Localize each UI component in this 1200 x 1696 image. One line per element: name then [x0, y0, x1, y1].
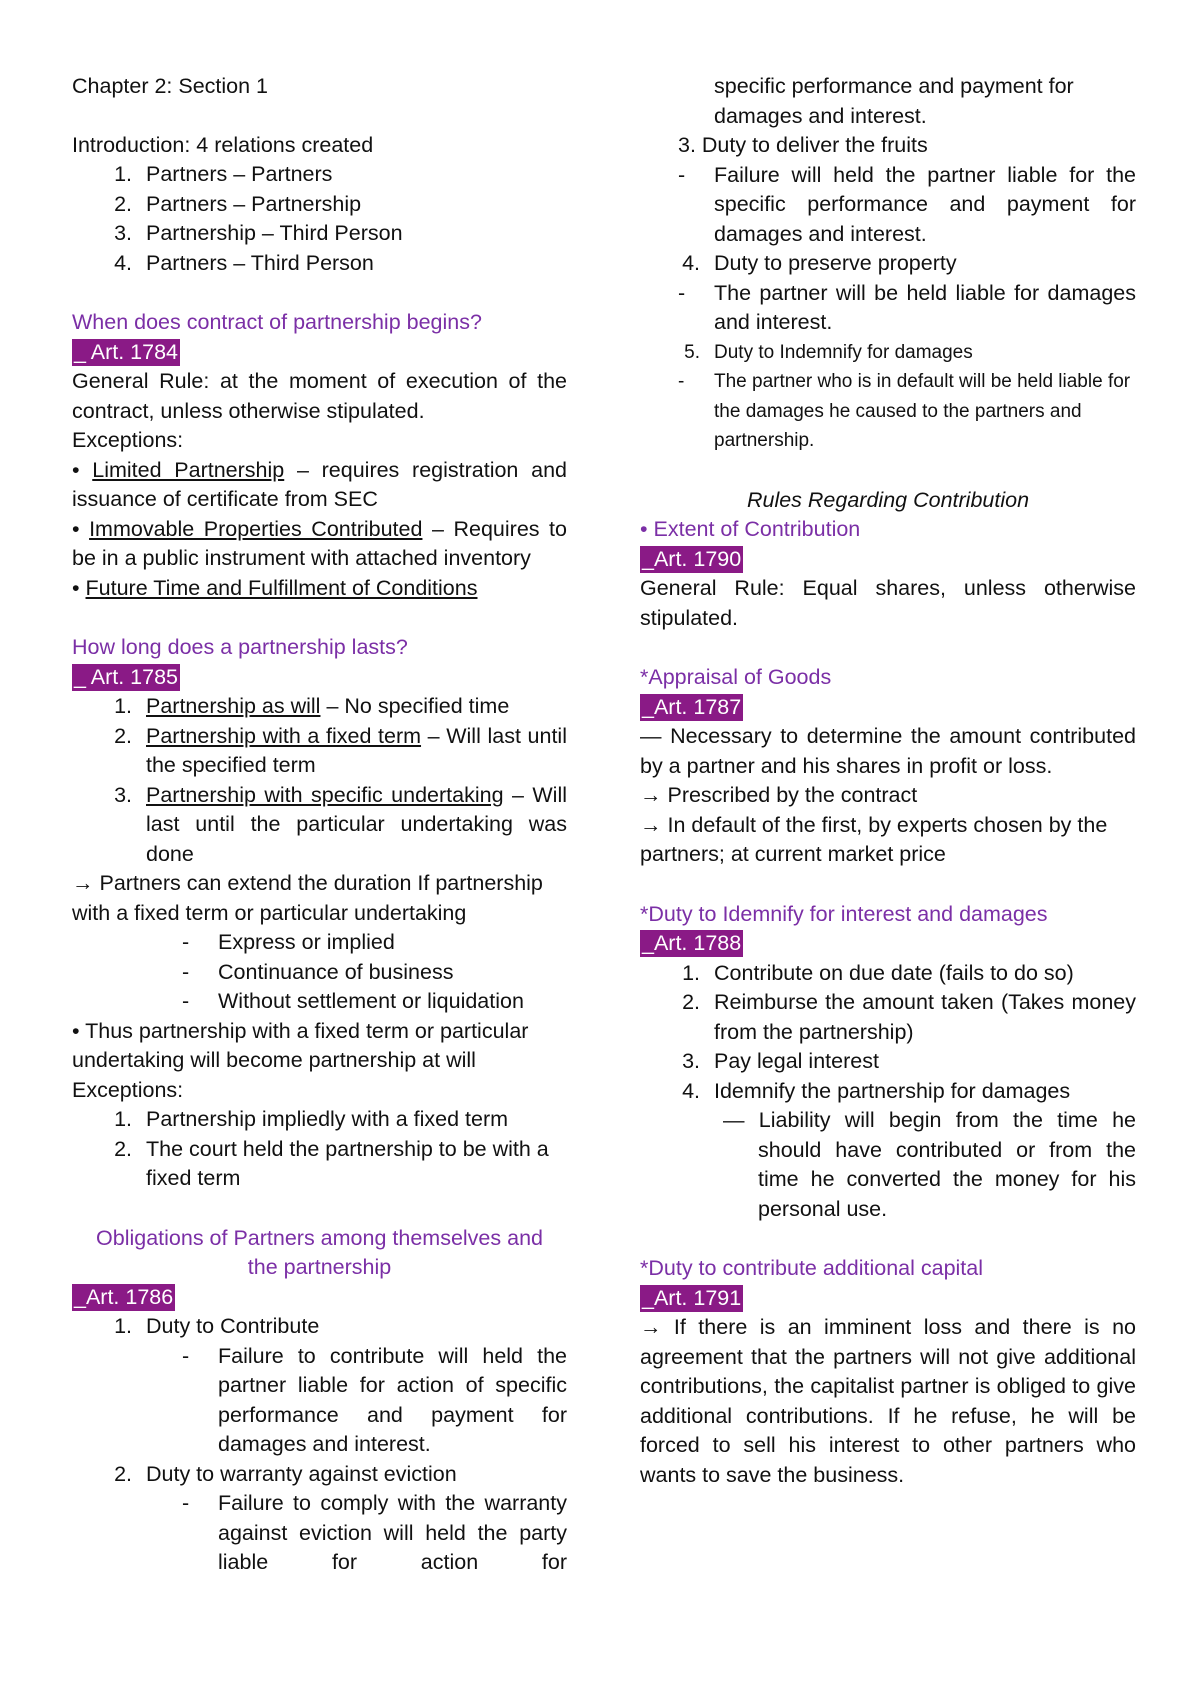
right-column: [640, 72, 1136, 1490]
subheading: • Extent of Contribution: [640, 517, 861, 541]
duty-notes: [640, 279, 1136, 338]
relations-list: [72, 160, 567, 278]
thus-note: • Thus partnership with a fixed term or particular undertaking will become partnership at will: [72, 1018, 529, 1072]
extend-list: [72, 928, 567, 1017]
exception-item: • Immovable Properties Contributed – Requires to be in a public instrument with attached inventory: [72, 516, 567, 570]
list-item: 3. Partnership – Third Person: [114, 221, 403, 245]
list-item: 2. The court held the partnership to be with a fixed term: [114, 1136, 549, 1190]
exceptions-list: [72, 1105, 567, 1194]
duty-notes: [72, 1489, 567, 1578]
left-column: [72, 72, 567, 1578]
duties-list: [640, 249, 1136, 279]
list-item: 3. Partnership with specific undertaking – Will last until the particular undertaking was done: [114, 782, 567, 866]
list-item: - Without settlement or liquidation: [182, 989, 524, 1013]
question-heading: How long does a partnership lasts?: [72, 635, 408, 659]
general-rule: General Rule: at the moment of execution of the contract, unless otherwise stipulated.: [72, 369, 567, 423]
list-item: specific performance and payment for damages and interest.: [714, 74, 1074, 128]
list-item: 4. Duty to preserve property: [682, 251, 957, 275]
continued-note: [640, 72, 1136, 131]
list-item: 1. Duty to Contribute: [114, 1314, 320, 1338]
liability-note: — Liability will begin from the time he should have contributed or from the time he converted the money for his personal use.: [723, 1108, 1136, 1221]
list-item: - The partner who is in default will be held liable for the damages he caused to the partners and partnership.: [678, 371, 1131, 451]
duty-notes: [640, 161, 1136, 250]
article-label: _Art. 1788: [642, 931, 742, 955]
article-label: _Art. 1787: [642, 694, 742, 719]
duty-notes: [640, 367, 1136, 456]
subheading: *Appraisal of Goods: [640, 665, 832, 689]
list-item: 4. Partners – Third Person: [114, 250, 374, 275]
section-heading: Rules Regarding Contribution: [746, 487, 1030, 512]
exceptions-label: Exceptions:: [72, 1077, 184, 1102]
article-label: _Art. 1790: [642, 546, 742, 571]
duration-list: [72, 692, 567, 869]
subheading: *Duty to Idemnify for interest and damages: [640, 901, 1048, 926]
article-label: _Art. 1791: [642, 1285, 742, 1310]
subheading: *Duty to contribute additional capital: [640, 1256, 984, 1280]
list-item: 2. Partnership with a fixed term – Will last until the specified term: [114, 723, 567, 777]
intro-text: Introduction: 4 relations created: [72, 132, 374, 157]
list-item: - Failure to contribute will held the partner liable for action of specific performance and payment for damages and interest.: [182, 1343, 567, 1456]
list-item: 1. Contribute on due date (fails to do so): [682, 960, 1074, 985]
list-item: 1. Partners – Partners: [114, 162, 333, 186]
chapter-title: Chapter 2: Section 1: [72, 74, 269, 98]
article-label: _ Art. 1785: [74, 664, 178, 689]
list-item: - The partner will be held liable for damages and interest.: [678, 280, 1136, 334]
list-item: - Continuance of business: [182, 959, 454, 984]
duty-notes: [72, 1342, 567, 1460]
list-item: - Express or implied: [182, 930, 395, 954]
additional-note: → If there is an imminent loss and there is no agreement that the partners will not give additional contributions, the capitalist partner is obliged to give additional contributions. If he refuse, he will be forced to sell his interest to other partners who wants to save the business.: [640, 1315, 1136, 1487]
question-heading: When does contract of partnership begins?: [72, 310, 482, 334]
appraisal-note: — Necessary to determine the amount contributed by a partner and his shares in profit or loss.: [640, 724, 1136, 778]
article-label: _Art. 1786: [74, 1284, 174, 1309]
prescribed-note: → Prescribed by the contract: [640, 783, 918, 807]
duties-list: [640, 338, 1136, 368]
list-item: 1. Partnership impliedly with a fixed term: [114, 1107, 509, 1131]
list-item: - Failure to comply with the warranty against eviction will held the party liable for action for: [182, 1491, 567, 1574]
section-heading: Obligations of Partners among themselves and the partnership: [96, 1225, 543, 1279]
default-note: → In default of the first, by experts chosen by the partners; at current market price: [640, 812, 1108, 866]
list-item: 5. Duty to Indemnify for damages: [684, 341, 973, 363]
list-item: 4. Idemnify the partnership for damages: [682, 1078, 1071, 1103]
list-item: 1. Partnership as will – No specified time: [114, 694, 510, 718]
duties-list: [72, 1312, 567, 1342]
list-item: 2. Duty to warranty against eviction: [114, 1461, 457, 1486]
idemnify-list: [640, 959, 1136, 1107]
duties-list: [72, 1460, 567, 1490]
list-item: - Failure will held the partner liable for the specific performance and payment for damages and interest.: [678, 162, 1136, 246]
list-item: 2. Partners – Partnership: [114, 191, 362, 216]
duty-item: 3. Duty to deliver the fruits: [678, 133, 928, 157]
exception-item: • Limited Partnership – requires registration and issuance of certificate from SEC: [72, 457, 567, 511]
extend-note: → Partners can extend the duration If partnership with a fixed term or particular undertaking: [72, 871, 543, 925]
exceptions-label: Exceptions:: [72, 428, 184, 452]
general-rule: General Rule: Equal shares, unless otherwise stipulated.: [640, 576, 1136, 630]
list-item: 3. Pay legal interest: [682, 1049, 879, 1073]
article-label: _ Art. 1784: [74, 339, 178, 364]
exception-item: • Future Time and Fulfillment of Conditions: [72, 575, 478, 600]
list-item: 2. Reimburse the amount taken (Takes money from the partnership): [682, 990, 1136, 1044]
